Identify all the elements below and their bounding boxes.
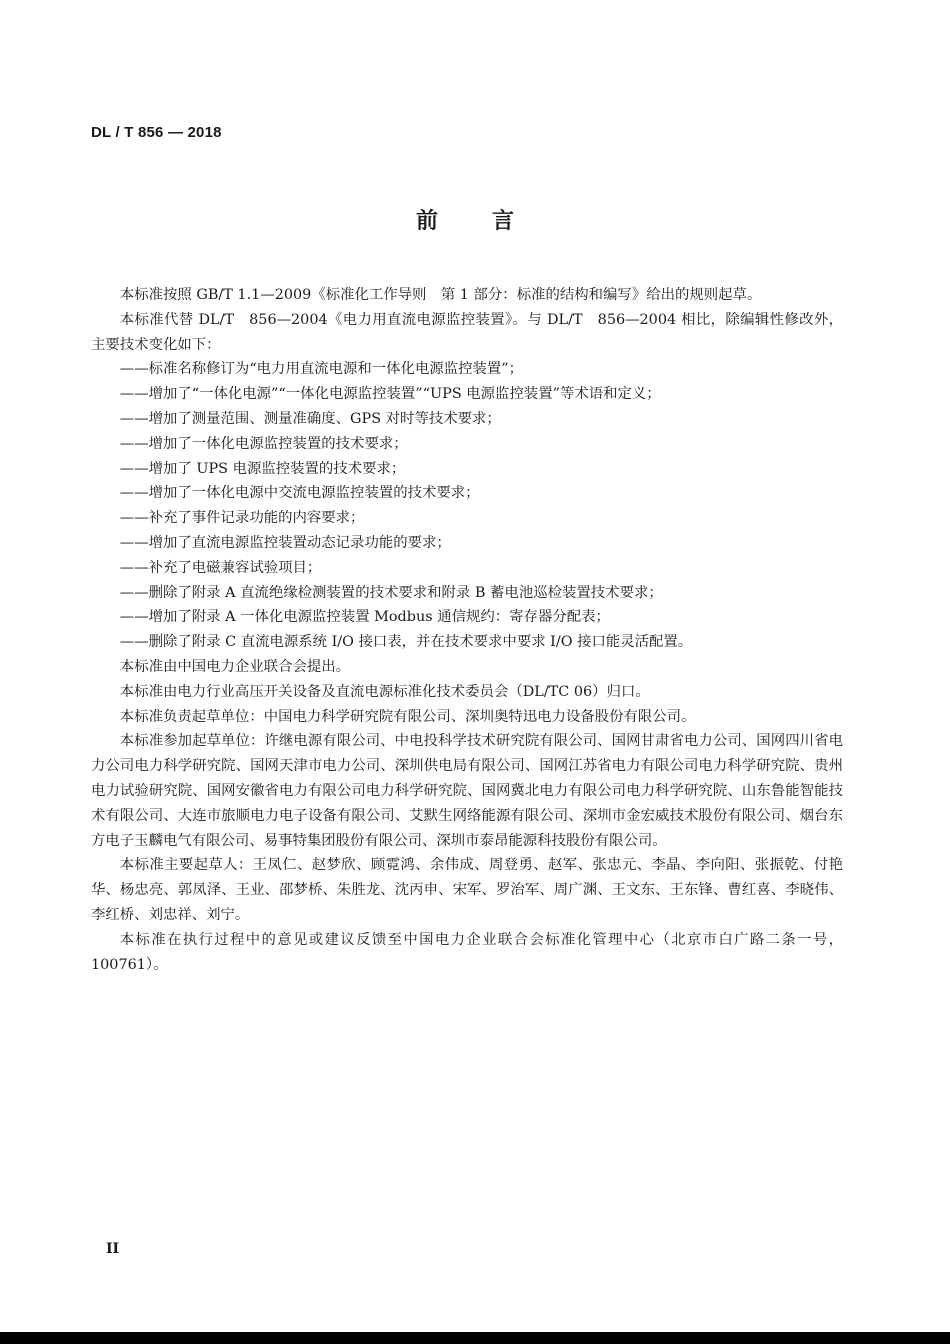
change-item: ——增加了附录 A 一体化电源监控装置 Modbus 通信规约：寄存器分配表； bbox=[119, 609, 610, 626]
change-item: ——删除了附录 C 直流电源系统 I/O 接口表，并在技术要求中要求 I/O 接口能灵活配置。 bbox=[119, 634, 693, 651]
paragraph-lead-drafters: 本标准负责起草单位：中国电力科学研究院有限公司、深圳奥特迅电力设备股份有限公司。 bbox=[119, 708, 696, 725]
paragraph-committee: 本标准由电力行业高压开关设备及直流电源标准化技术委员会（DL/TC 06）归口。 bbox=[119, 683, 650, 700]
change-item: ——增加了一体化电源监控装置的技术要求； bbox=[119, 435, 408, 452]
change-item: ——增加了“一体化电源”“一体化电源监控装置”“UPS 电源监控装置”等术语和定义； bbox=[119, 386, 661, 403]
paragraph-main-drafters: 本标准主要起草人：王凤仁、赵梦欣、顾霓鸿、余伟成、周登勇、赵军、张忠元、李晶、李向阳、张振乾、付艳华、杨忠亮、郭凤泽、王业、邵梦桥、朱胜龙、沈丙申、宋军、罗治军、周广渊、王文东、王东锋、曹红喜、李晓伟、李红桥、刘忠祥、刘宁。 bbox=[91, 857, 843, 923]
change-item: ——增加了测量范围、测量准确度、GPS 对时等技术要求； bbox=[119, 410, 501, 427]
paragraph-replaces: 本标准代替 DL/T 856—2004《电力用直流电源监控装置》。与 DL/T 856—2004 相比，除编辑性修改外，主要技术变化如下： bbox=[91, 311, 843, 353]
change-item: ——标准名称修订为“电力用直流电源和一体化电源监控装置”； bbox=[119, 361, 524, 378]
change-item: ——增加了 UPS 电源监控装置的技术要求； bbox=[119, 460, 406, 477]
page-title: 前言 bbox=[415, 208, 568, 234]
change-item: ——补充了事件记录功能的内容要求； bbox=[119, 510, 365, 527]
standard-code: DL / T 856 — 2018 bbox=[91, 124, 222, 141]
change-item: ——删除了附录 A 直流绝缘检测装置的技术要求和附录 B 蓄电池巡检装置技术要求； bbox=[119, 584, 663, 601]
change-item: ——增加了直流电源监控装置动态记录功能的要求； bbox=[119, 534, 451, 551]
document-body bbox=[91, 283, 843, 977]
page-number: II bbox=[106, 1241, 120, 1257]
bottom-edge-bar bbox=[0, 1332, 950, 1344]
change-item: ——补充了电磁兼容试验项目； bbox=[119, 559, 322, 576]
change-item: ——增加了一体化电源中交流电源监控装置的技术要求； bbox=[119, 485, 480, 502]
paragraph-proposer: 本标准由中国电力企业联合会提出。 bbox=[119, 658, 351, 675]
paragraph-feedback: 本标准在执行过程中的意见或建议反馈至中国电力企业联合会标准化管理中心（北京市白广路二条一号，100761）。 bbox=[91, 931, 843, 973]
paragraph-participating-drafters: 本标准参加起草单位：许继电源有限公司、中电投科学技术研究院有限公司、国网甘肃省电力公司、国网四川省电力公司电力科学研究院、国网天津市电力公司、深圳供电局有限公司、国网江苏省电力有限公司电力科学研究院、贵州电力试验研究院、国网安徽省电力有限公司电力科学研究院、国网冀北电力有限公司电力科学研究院、山东鲁能智能技术有限公司、大连市旅顺电力电子设备有限公司、艾默生网络能源有限公司、深圳市金宏威技术股份有限公司、烟台东方电子玉麟电气有限公司、易事特集团股份有限公司、深圳市泰昂能源科技股份有限公司。 bbox=[91, 733, 843, 849]
paragraph-drafting-rules: 本标准按照 GB/T 1.1—2009《标准化工作导则 第 1 部分：标准的结构和编写》给出的规则起草。 bbox=[119, 287, 762, 303]
